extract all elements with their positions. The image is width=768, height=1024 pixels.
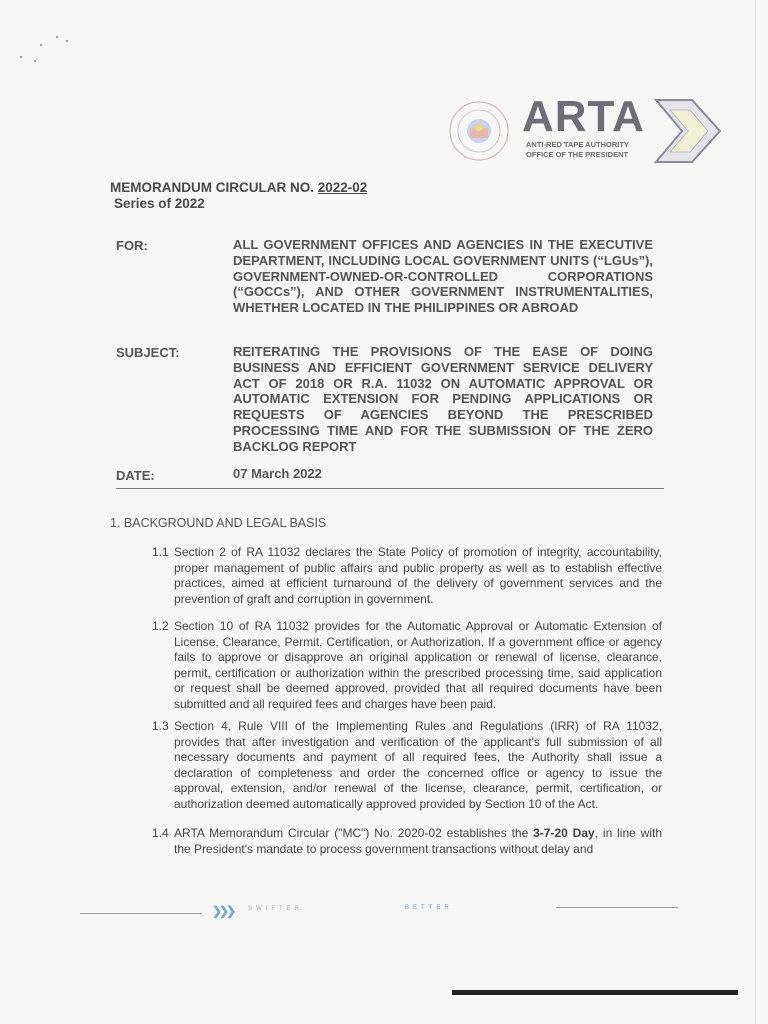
logo-name: ARTA [522, 92, 645, 141]
date-text: 07 March 2022 [233, 466, 322, 481]
date-label: DATE: [116, 468, 155, 483]
paragraph-text-after: , in line with the President's mandate to process government transactions without delay and [174, 826, 662, 856]
speckle [56, 36, 58, 38]
arrow-icon [652, 98, 722, 164]
paragraph-text: Section 10 of RA 11032 provides for the Automatic Approval or Automatic Extension of License, Clearance, Permit, Certification, or Authorization. If a government office or agency fails to approve or disapprove an original application or renewal of license, clearance, permit, certification or authorization within the prescribed processing time, said application or request shall be deemed approved, provided that all required documents have been submitted and all required fees and charges have been paid. [174, 619, 662, 711]
logo-subtitle-1: ANTI-RED TAPE AUTHORITY [526, 140, 629, 149]
paragraph-number: 1.3 [152, 719, 169, 733]
paragraph-text: Section 4, Rule VIII of the Implementing Rules and Regulations (IRR) of RA 11032, provides that after investigation and verification of the applicant's full submission of all necessary documents and payment of all required fees, the Authority shall issue a declaration of completeness and order the concerned office or agency to issue the approval, extension, and/or renewal of the license, clearance, permit, certification, or authorization deemed automatically approved provided by Section 10 of the Act. [174, 719, 662, 811]
speckle [20, 56, 22, 58]
speckle [40, 44, 42, 46]
footer-word-better: BETTER [405, 905, 453, 911]
paragraph-text-before: ARTA Memorandum Circular ("MC") No. 2020-02 establishes the [174, 826, 534, 840]
paragraph-number: 1.2 [152, 619, 169, 633]
paragraph-1-3 [152, 719, 662, 811]
memo-title [110, 180, 367, 195]
memo-title-prefix: MEMORANDUM CIRCULAR NO. [110, 180, 314, 195]
seal-icon [448, 100, 510, 162]
header-divider [116, 488, 664, 489]
speckle [34, 60, 36, 62]
paragraph-number: 1.1 [152, 545, 169, 559]
footer-line [80, 913, 202, 914]
footer-word-swifter: SWIFTER [248, 906, 303, 912]
paragraph-text [174, 826, 662, 857]
paragraph-1-4 [152, 826, 662, 856]
paragraph-text: Section 2 of RA 11032 declares the State Policy of promotion of integrity, accountability, proper management of public affairs and public property as well as to establish effective practices, aimed at efficient turnaround of the delivery of government services and the prevention of graft and corruption in government. [174, 545, 662, 606]
memo-number: 2022-02 [317, 180, 368, 195]
arta-logo [448, 92, 728, 168]
paragraph-1-1 [152, 545, 662, 606]
paragraph-number: 1.4 [152, 826, 169, 840]
footer-arrows-icon: ❯❯❯ [212, 904, 234, 918]
memo-series: Series of 2022 [114, 196, 205, 211]
footer-line [556, 907, 678, 908]
scan-edge-bar [452, 990, 738, 995]
for-label: FOR: [116, 238, 148, 253]
subject-label: SUBJECT: [116, 345, 180, 360]
logo-subtitle-2: OFFICE OF THE PRESIDENT [526, 150, 629, 159]
scan-edge-line [755, 0, 756, 1024]
paragraph-1-2 [152, 619, 662, 711]
subject-text: REITERATING THE PROVISIONS OF THE EASE OF DOING BUSINESS AND EFFICIENT GOVERNMENT SERVICE DELIVERY ACT OF 2018 OR R.A. 11032 ON AUTOMATIC APPROVAL OR AUTOMATIC EXTENSION FOR PENDING APPLICATIONS OR REQUESTS OF AGENCIES BEYOND THE PRESCRIBED PROCESSING TIME AND FOR THE SUBMISSION OF THE ZERO BACKLOG REPORT [233, 344, 653, 454]
section-title: 1. BACKGROUND AND LEGAL BASIS [110, 516, 327, 530]
speckle [66, 40, 68, 42]
paragraph-bold: 3-7-20 Day [533, 826, 595, 840]
for-text: ALL GOVERNMENT OFFICES AND AGENCIES IN THE EXECUTIVE DEPARTMENT, INCLUDING LOCAL GOVERNMENT UNITS (“LGUs”), GOVERNMENT-OWNED-OR-CONTROLLED CORPORATIONS (“GOCCs”), AND OTHER GOVERNMENT INSTRUMENTALITIES, WHETHER LOCATED IN THE PHILIPPINES OR ABROAD [233, 237, 653, 316]
